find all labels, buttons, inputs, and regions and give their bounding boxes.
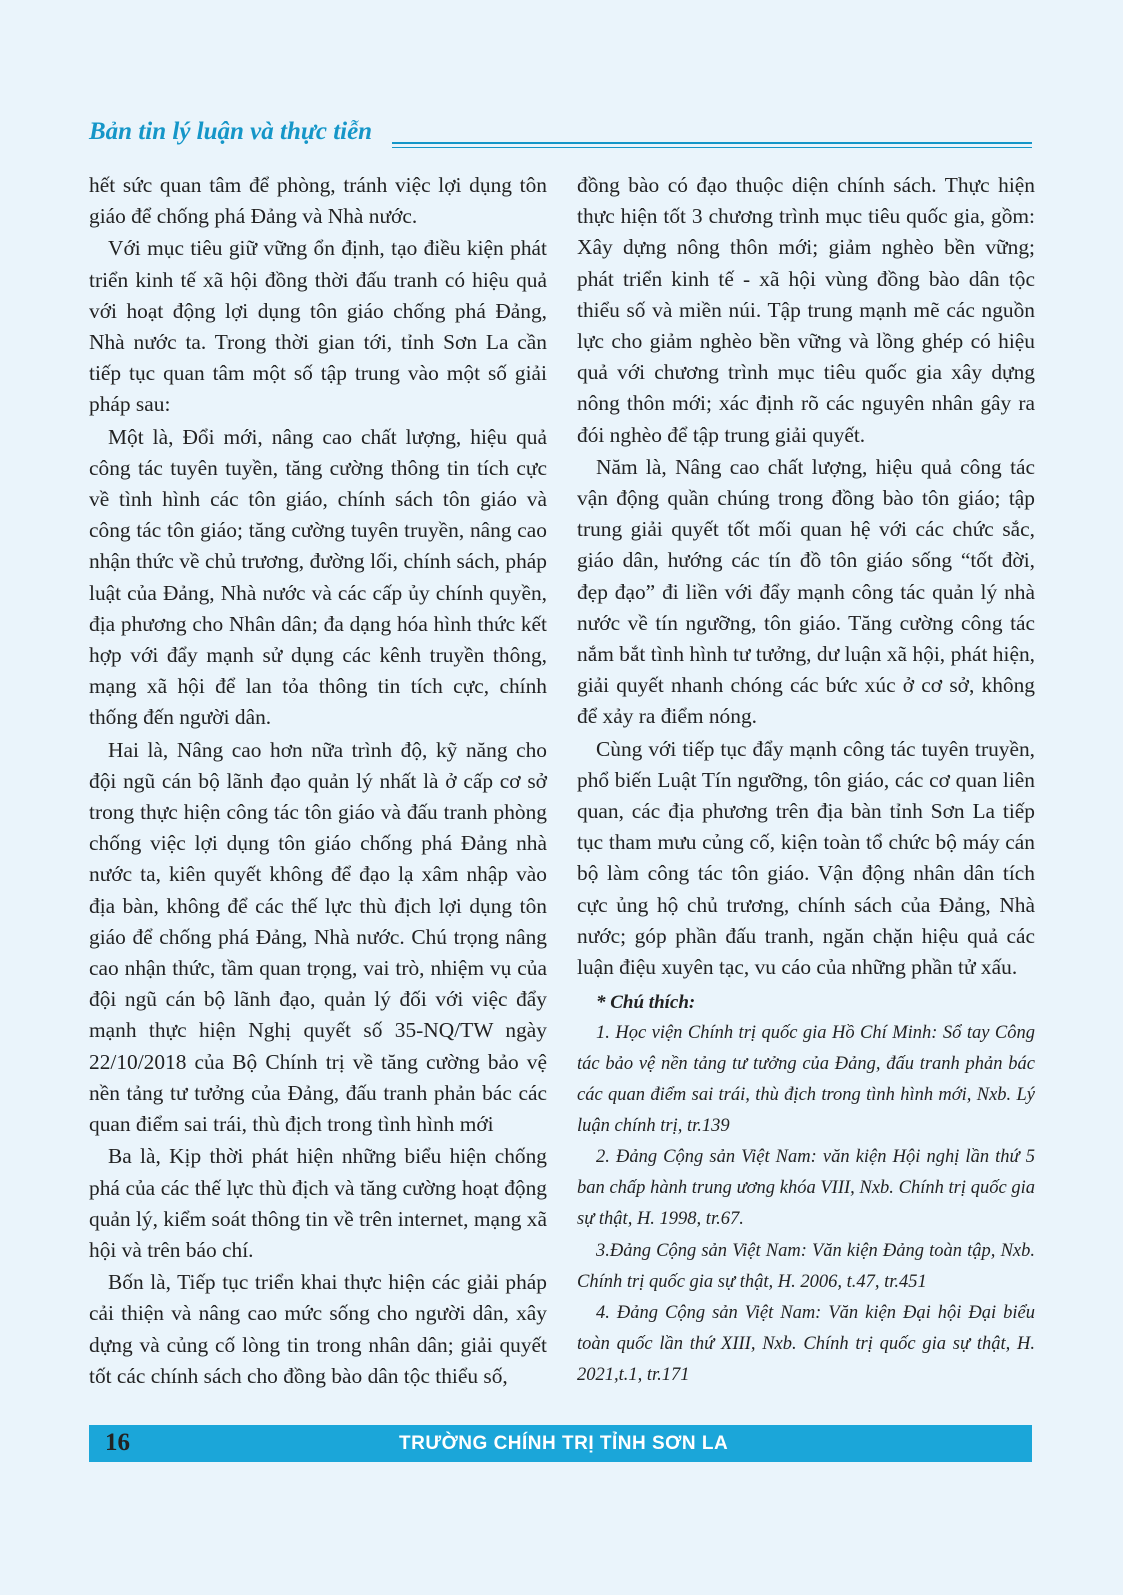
footer-institution: TRƯỜNG CHÍNH TRỊ TỈNH SƠN LA bbox=[399, 1433, 729, 1454]
notes-heading: * Chú thích: bbox=[596, 992, 696, 1014]
paragraph: Cùng với tiếp tục đẩy mạnh công tác tuyên truyền, phổ biến Luật Tín ngưỡng, tôn giáo, các cơ quan liên quan, các địa phương trên địa bàn tỉnh Sơn La tiếp tục tham mưu củng cố, kiện toàn tổ chức bộ máy cán bộ làm công tác tôn giáo. Vận động nhân dân tích cực ủng hộ chủ trương, chính sách của Đảng, Nhà nước; góp phần đấu tranh, ngăn chặn hiệu quả các luận điệu xuyên tạc, vu cáo của những phần tử xấu. bbox=[577, 736, 1035, 980]
footnote: 3.Đảng Cộng sản Việt Nam: Văn kiện Đảng toàn tập, Nxb. Chính trị quốc gia sự thật, H. 2006, t.47, tr.451 bbox=[577, 1240, 1035, 1292]
paragraph: Với mục tiêu giữ vững ổn định, tạo điều kiện phát triển kinh tế xã hội đồng thời đấu tranh có hiệu quả với hoạt động lợi dụng tôn giáo chống phá Đảng, Nhà nước ta. Trong thời gian tới, tỉnh Sơn La cần tiếp tục quan tâm một số tập trung vào một số giải pháp sau: bbox=[89, 236, 547, 417]
paragraph: đồng bào có đạo thuộc diện chính sách. Thực hiện thực hiện tốt 3 chương trình mục tiêu quốc gia, gồm: Xây dựng nông thôn mới; giảm nghèo bền vững; phát triển kinh tế - xã hội vùng đồng bào dân tộc thiểu số và miền núi. Tập trung mạnh mẽ các nguồn lực cho giảm nghèo bền vững và lồng ghép có hiệu quả với chương trình mục tiêu quốc gia xây dựng nông thôn mới; xác định rõ các nguyên nhân gây ra đói nghèo để tập trung giải quyết. bbox=[577, 173, 1035, 447]
header-rule bbox=[392, 142, 1032, 144]
header-rule-thin bbox=[392, 147, 1032, 148]
paragraph: Một là, Đổi mới, nâng cao chất lượng, hiệu quả công tác tuyên tuyền, tăng cường thông tin tích cực về tình hình các tôn giáo, chính sách tôn giáo và công tác tôn giáo; tăng cường tuyên truyền, nâng cao nhận thức về chủ trương, đường lối, chính sách, pháp luật của Đảng, Nhà nước và các cấp ủy chính quyền, địa phương cho Nhân dân; đa dạng hóa hình thức kết hợp với đẩy mạnh sử dụng các kênh truyền thông, mạng xã hội để lan tỏa thông tin tích cực, chính thống đến người dân. bbox=[89, 424, 547, 730]
page-number: 16 bbox=[105, 1429, 130, 1456]
paragraph: Năm là, Nâng cao chất lượng, hiệu quả công tác vận động quần chúng trong đồng bào tôn giáo; tập trung giải quyết tốt mối quan hệ với các chức sắc, giáo dân, hướng các tín đồ tôn giáo sống “tốt đời, đẹp đạo” đi liền với đẩy mạnh công tác quản lý nhà nước về tín ngưỡng, tôn giáo. Tăng cường công tác nắm bắt tình hình tư tưởng, dư luận xã hội, phát hiện, giải quyết nhanh chóng các bức xúc ở cơ sở, không để xảy ra điểm nóng. bbox=[577, 454, 1035, 729]
paragraph: hết sức quan tâm để phòng, tránh việc lợi dụng tôn giáo để chống phá Đảng và Nhà nước. bbox=[89, 173, 547, 229]
journal-title: Bản tin lý luận và thực tiễn bbox=[89, 118, 373, 145]
paragraph: Bốn là, Tiếp tục triển khai thực hiện các giải pháp cải thiện và nâng cao mức sống cho người dân, xây dựng và củng cố lòng tin trong nhân dân; giải quyết tốt các chính sách cho đồng bào dân tộc thiểu số, bbox=[89, 1270, 547, 1388]
footer-bar bbox=[89, 1425, 1032, 1462]
right-column bbox=[577, 170, 1035, 1392]
footnote: 2. Đảng Cộng sản Việt Nam: văn kiện Hội nghị lần thứ 5 ban chấp hành trung ương khóa VIII, Nxb. Chính trị quốc gia sự thật, H. 1998, tr.67. bbox=[577, 1147, 1035, 1230]
footnote: 1. Học viện Chính trị quốc gia Hồ Chí Minh: Sổ tay Công tác bảo vệ nền tảng tư tưởng của Đảng, đấu tranh phản bác các quan điểm sai trái, thù địch trong tình hình mới, Nxb. Lý luận chính trị, tr.139 bbox=[577, 1023, 1035, 1136]
paragraph: Ba là, Kịp thời phát hiện những biểu hiện chống phá của các thế lực thù địch và tăng cường hoạt động quản lý, kiểm soát thông tin về trên internet, mạng xã hội và trên báo chí. bbox=[89, 1144, 547, 1262]
footnote: 4. Đảng Cộng sản Việt Nam: Văn kiện Đại hội Đại biểu toàn quốc lần thứ XIII, Nxb. Chính trị quốc gia sự thật, H. 2021,t.1, tr.171 bbox=[577, 1303, 1035, 1386]
left-column bbox=[89, 170, 547, 1393]
paragraph: Hai là, Nâng cao hơn nữa trình độ, kỹ năng cho đội ngũ cán bộ lãnh đạo quản lý nhất là ở cấp cơ sở trong thực hiện công tác tôn giáo và đấu tranh phòng chống việc lợi dụng tôn giáo chống phá Đảng nhà nước ta, kiên quyết không để đạo lạ xâm nhập vào địa bàn, không để các thế lực thù địch lợi dụng tôn giáo để chống phá Đảng, Nhà nước. Chú trọng nâng cao nhận thức, tầm quan trọng, vai trò, nhiệm vụ của đội ngũ cán bộ lãnh đạo, quản lý đối với việc đẩy mạnh thực hiện Nghị quyết số 35-NQ/TW ngày 22/10/2018 của Bộ Chính trị về tăng cường bảo vệ nền tảng tư tưởng của Đảng, đấu tranh phản bác các quan điểm sai trái, thù địch trong tình hình mới bbox=[89, 737, 547, 1137]
